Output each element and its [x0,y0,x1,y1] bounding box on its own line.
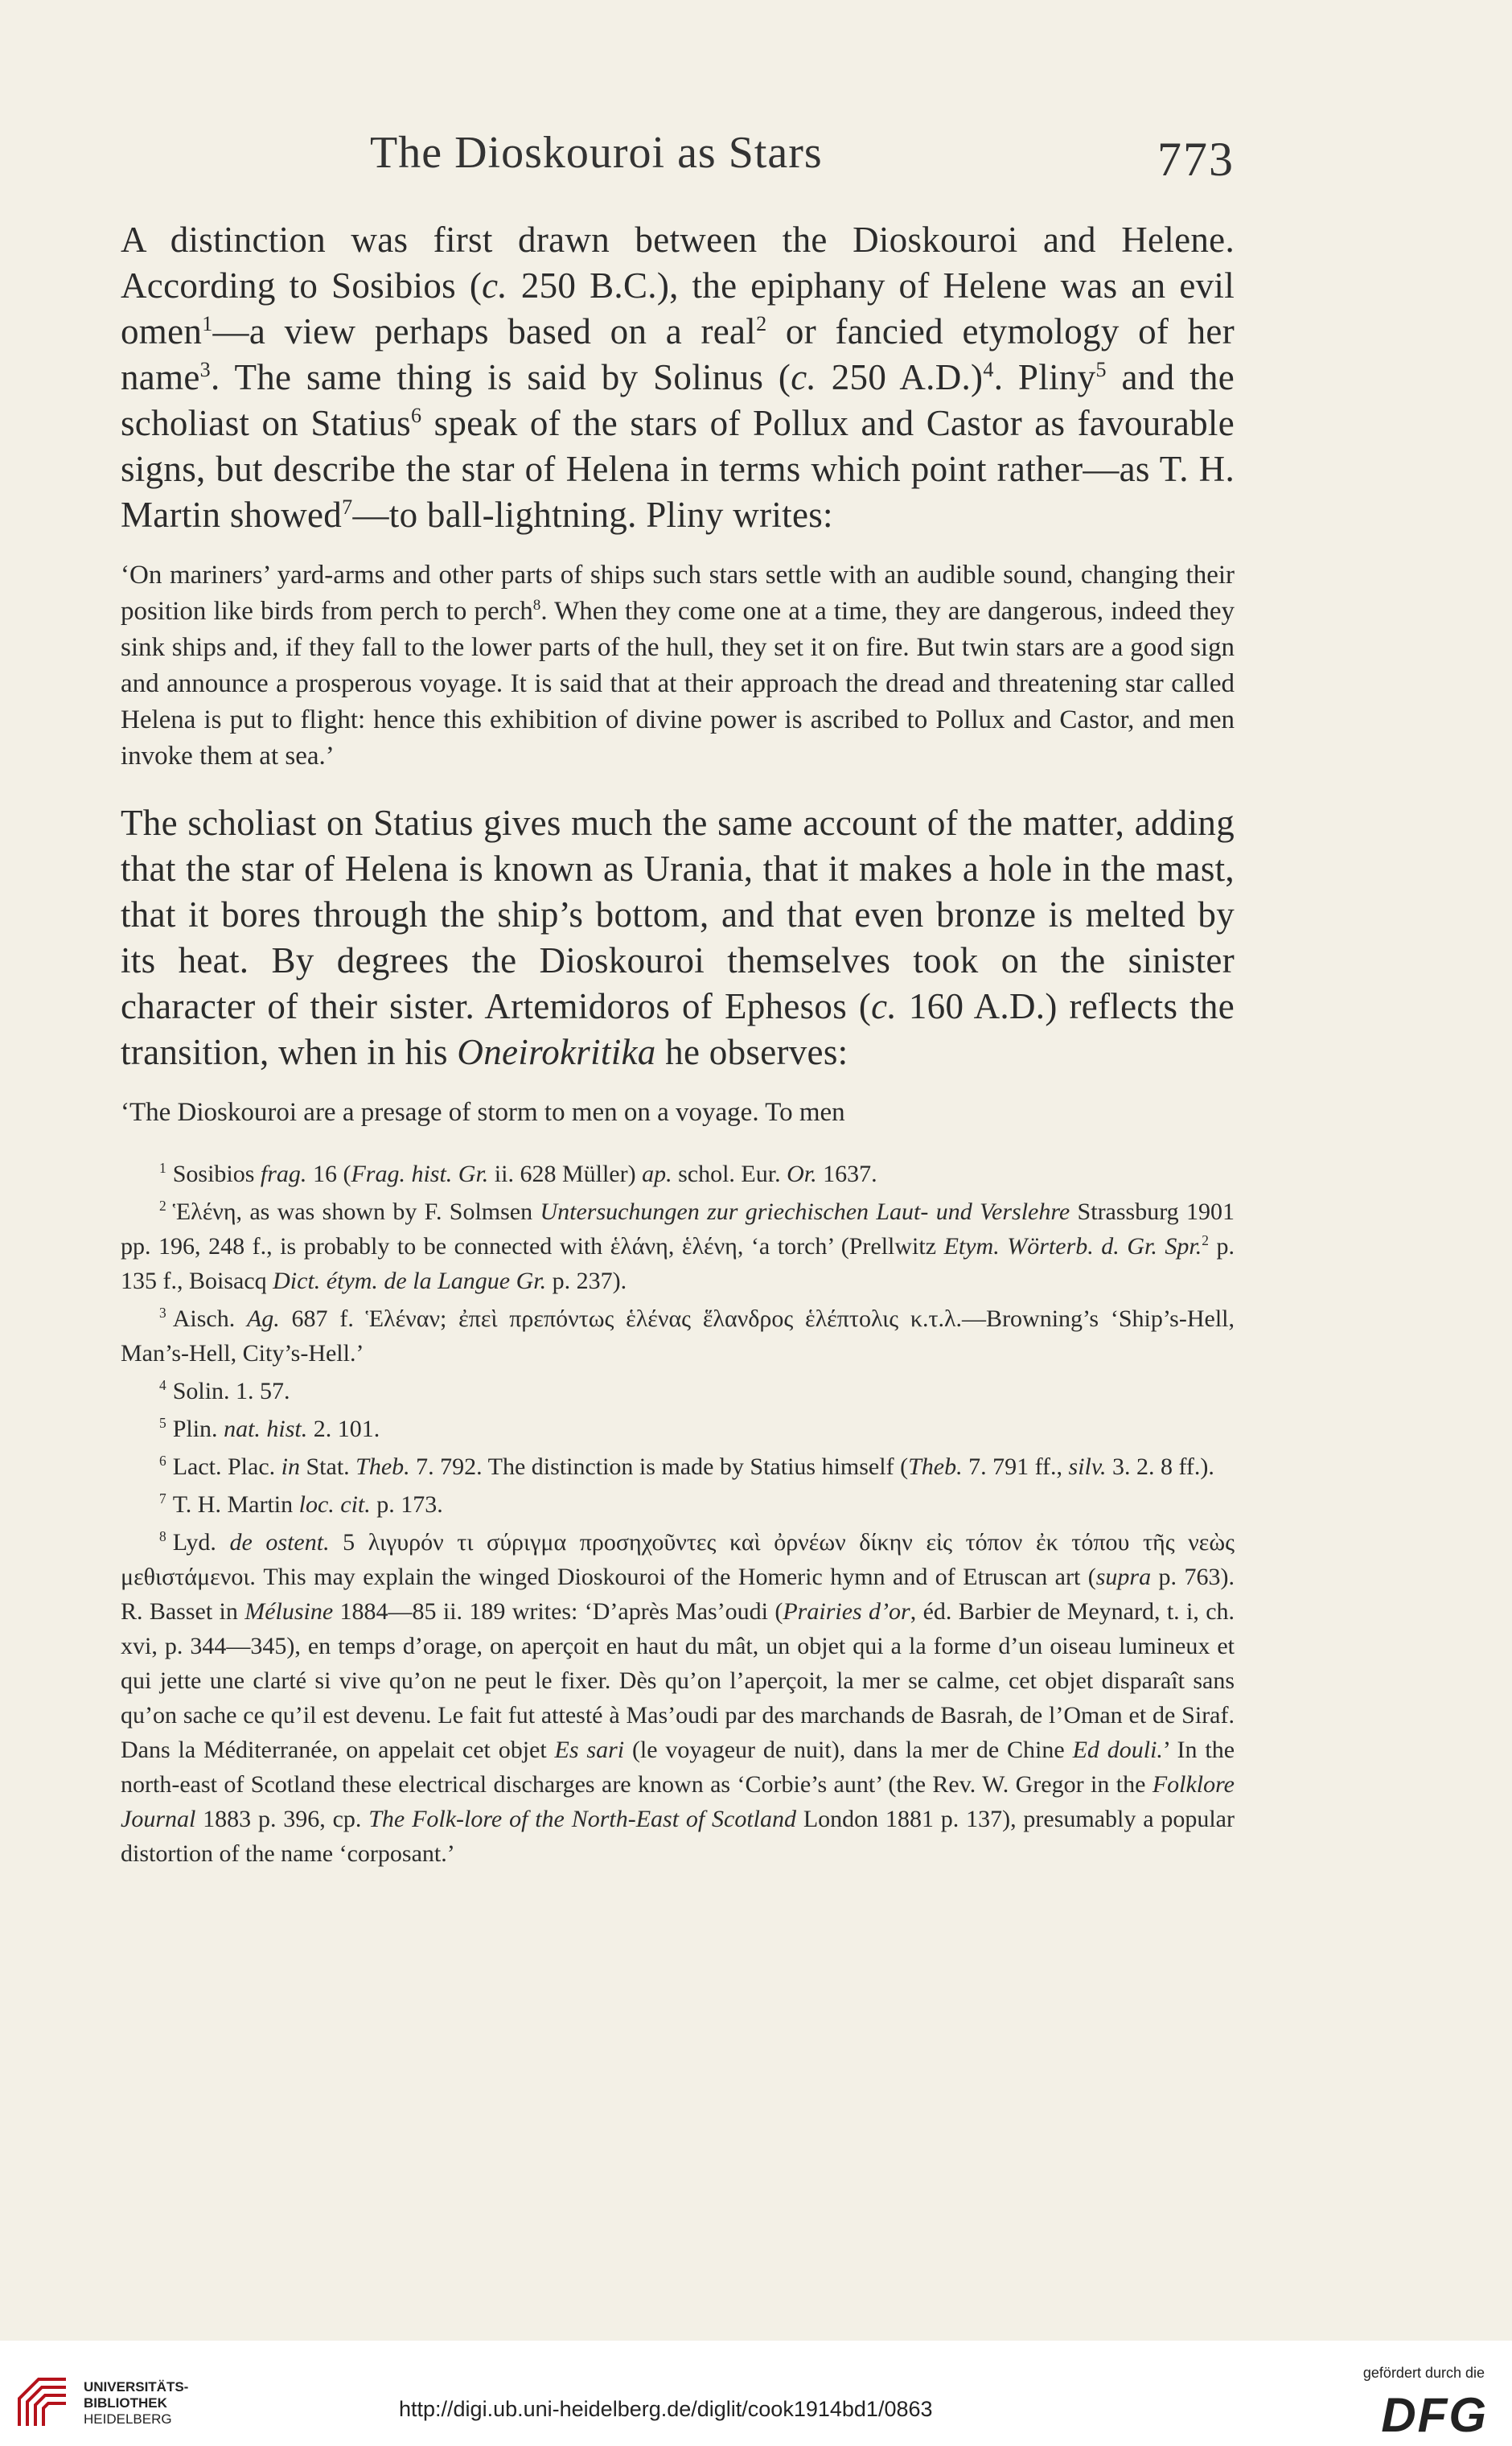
italic-text: Folklore Journal [121,1771,1235,1832]
italic-text: The Folk-lore of the North-East of Scotland [368,1806,796,1832]
footnotes [121,1157,1235,1871]
italic-text: nat. hist. [224,1416,308,1442]
footnote-reference: 4 [983,358,994,381]
body-paragraph-1: A distinction was first drawn between the Dioskouroi and Helene. According to Sosibios (c. 250 B.C.), the epiphany of Helene was an evil omen$^1$—a view perhaps based on a real$^2$ or fancied etymology of her name$^3$. The same thing is said by Solinus (c. 250 A.D.)$^4$. Pliny$^5$ and the scholiast on Statius$^6$ speak of the stars of Pollux and Castor as favourable signs, but describe the star of Helena in terms which point rather—as T. H. Martin showed$^7$—to ball-lightning. Pliny writes: [121,220,1235,535]
footnote-number: 1 [159,1160,166,1176]
italic-text: silv. [1068,1453,1107,1480]
funded-by-label: gefördert durch die [1362,2365,1485,2381]
italic-text: Mélusine [244,1598,334,1625]
italic-text: frag. [260,1161,307,1187]
footnote-2: $^2$ Ἑλένη, as was shown by F. Solmsen Untersuchungen zur griechischen Laut- und Verslehre Strassburg 1901 pp. 196, 248 f., is probably to be connected with ἑλάνη, ἑλένη, ‘a torch’ (Prellwitz Etym. Wörterb. d. Gr. Spr.$^2$ p. 135 f., Boisacq Dict. étym. de la Langue Gr. p. 237). [121,1198,1235,1294]
footnote-number: 2 [159,1198,166,1214]
italic-text: Or. [787,1161,817,1187]
library-name [84,2379,188,2428]
pliny-quotation: ‘On mariners’ yard-arms and other parts of ships such stars settle with an audible sound, changing their position like birds from perch to perch$^8$. When they come one at a time, they are dangerous, indeed they sink ships and, if they fall to the lower parts of the hull, they set it on fire. But twin stars are a good sign and announce a prosperous voyage. It is said that at their approach the dread and threatening star called Helena is put to flight: hence this exhibition of divine power is ascribed to Pollux and Castor, and men invoke them at sea.’ [121,561,1235,771]
italic-text: de ostent. [229,1529,330,1556]
page-header [121,121,1235,217]
library-footer [0,2341,1512,2446]
italic-text: Theb. [355,1453,410,1480]
footnote-4: $^4$ Solin. 1. 57. [159,1377,290,1404]
italic-text: Ed douli. [1072,1737,1163,1763]
footnote-reference: 1 [202,312,213,335]
italic-text: Theb. [908,1453,963,1480]
italic-text: c. [871,986,897,1026]
library-logo-icon [14,2374,71,2431]
footnote-number: 8 [159,1528,166,1544]
page-number: 773 [1157,133,1235,186]
italic-text: Untersuchungen zur griechischen Laut- und Verslehre [540,1198,1070,1225]
body-paragraph-2: The scholiast on Statius gives much the same account of the matter, adding that the star of Helena is known as Urania, that it makes a hole in the mast, that it bores through the ship’s bottom, and that even bronze is melted by its heat. By degrees the Dioskouroi themselves took on the sinister character of their sister. Artemidoros of Ephesos (c. 160 A.D.) reflects the transition, when in his Oneirokritika he observes: [121,803,1235,1072]
library-name-line-2: BIBLIOTHEK [84,2395,167,2411]
library-name-line-1: UNIVERSITÄTS- [84,2379,189,2395]
footnote-8: $^8$ Lyd. de ostent. 5 λιγυρόν τι σύριγμα προσηχοῦντες καὶ ὀρνέων δίκην εἰς τόπον ἐκ τόπου τῆς νεὼς μεθιστάμενοι. This may explain the winged Dioskouroi of the Homeric hymn and of Etruscan art (supra p. 763). R. Basset in Mélusine 1884—85 ii. 189 writes: ‘D’après Mas’oudi (Prairies d’or, éd. Barbier de Meynard, t. i, ch. xvi, p. 344—345), en temps d’orage, on aperçoit en haut du mât, un objet qui a la forme d’un oiseau lumineux et qui jette une clarté si vive qu’on ne peut le fixer. Dès qu’on l’aperçoit, la mer se calme, cet objet disparaît sans qu’on sache ce qu’il est devenu. Le fait fut attesté à Mas’oudi par des marchands de Basrah, de l’Oman et de Siraf. Dans la Méditerranée, on appelait cet objet Es sari (le voyageur de nuit), dans la mer de Chine Ed douli.’ In the north-east of Scotland these electrical discharges are known as ‘Corbie’s aunt’ (the Rev. W. Gregor in the Folklore Journal 1883 p. 396, cp. The Folk-lore of the North-East of Scotland London 1881 p. 137), presumably a popular distortion of the name ‘corposant.’ [121,1528,1235,1867]
italic-text: Prairies d’or [783,1598,910,1625]
italic-text: in [281,1453,300,1480]
footnote-number: 7 [159,1490,166,1507]
footnote-number: 3 [159,1305,166,1321]
running-head: The Dioskouroi as Stars [370,128,823,178]
italic-text: Frag. hist. Gr. [351,1161,489,1187]
italic-text: Es sari [554,1737,625,1763]
italic-text: c. [482,265,507,306]
italic-text: Etym. Wörterb. d. Gr. Spr. [943,1233,1202,1260]
italic-text: Ag. [246,1305,280,1332]
italic-text: Dict. étym. de la Langue Gr. [273,1268,547,1294]
page-content [121,121,1235,1874]
italic-text: supra [1095,1564,1152,1590]
footnote-reference: 2 [1202,1232,1209,1248]
artemidoros-quotation: ‘The Dioskouroi are a presage of storm to men on a voyage. To men [121,1098,845,1127]
italic-text: Oneirokritika [457,1032,656,1072]
library-name-line-3: HEIDELBERG [84,2411,172,2427]
footnote-reference: 7 [342,495,353,519]
permalink[interactable]: http://digi.ub.uni-heidelberg.de/diglit/cook1914bd1/0863 [399,2397,933,2421]
dfg-logo: DFG [1381,2388,1488,2442]
footnote-7: $^7$ T. H. Martin loc. cit. p. 173. [159,1490,443,1518]
footnote-reference: 8 [532,597,541,614]
italic-text: c. [791,357,817,397]
italic-text: loc. cit. [298,1491,371,1518]
footnote-3: $^3$ Aisch. Ag. 687 f. Ἑλέναν; ἐπεὶ πρεπόντως ἑλένας ἕλανδρος ἑλέπτολις κ.τ.λ.—Browning’s ‘Ship’s-Hell, Man’s-Hell, City’s-Hell.’ [121,1305,1235,1367]
footnote-reference: 6 [410,404,422,427]
footnote-6: $^6$ Lact. Plac. in Stat. Theb. 7. 792. The distinction is made by Statius himself (Theb. 7. 791 ff., silv. 3. 2. 8 ff.). [159,1453,1214,1480]
italic-text: ap. [642,1161,672,1187]
footnote-number: 6 [159,1453,166,1469]
footnote-1: $^1$ Sosibios frag. 16 (Frag. hist. Gr. ii. 628 Müller) ap. schol. Eur. Or. 1637. [159,1160,877,1187]
footnote-reference: 5 [1095,358,1107,381]
footnote-5: $^5$ Plin. nat. hist. 2. 101. [159,1415,380,1442]
footnote-number: 5 [159,1415,166,1431]
footnote-reference: 2 [756,312,767,335]
footnote-reference: 3 [199,358,212,381]
footnote-number: 4 [159,1377,166,1393]
